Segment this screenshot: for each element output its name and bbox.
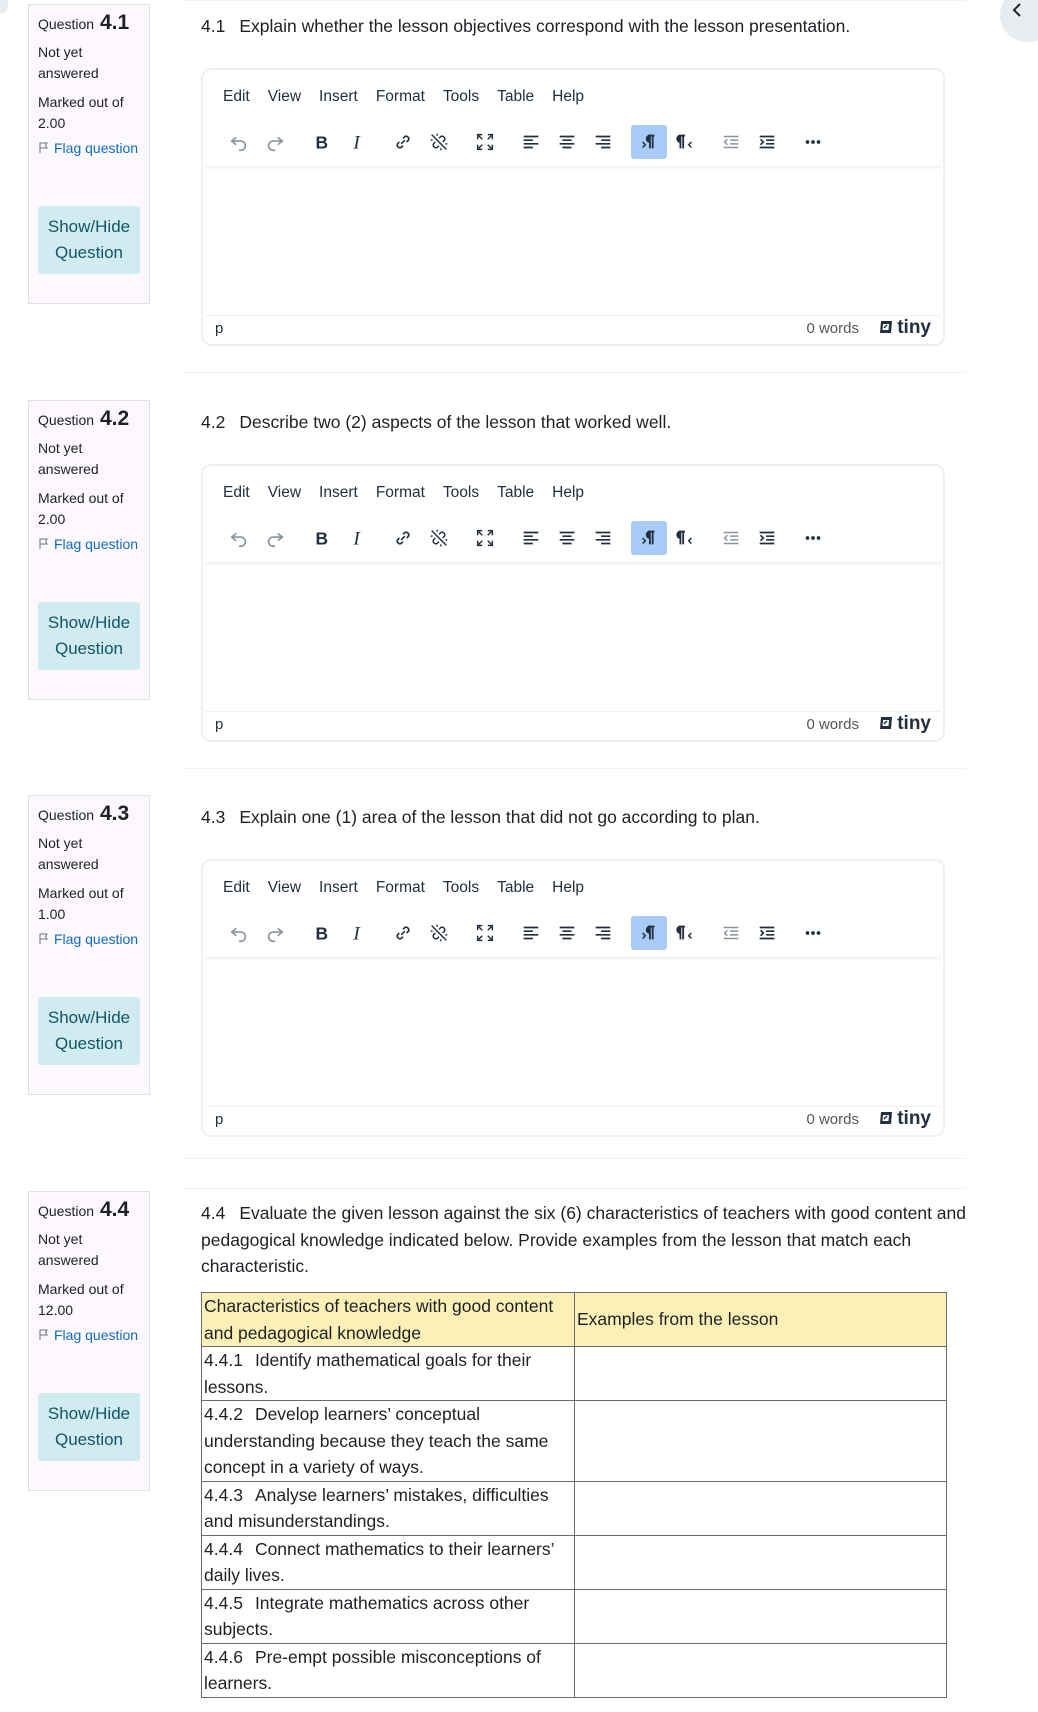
- divider: [184, 1158, 966, 1159]
- toolbar-shadow: [205, 166, 941, 170]
- flag-question-label: Flag question: [54, 1327, 139, 1343]
- question-label: Question: [38, 16, 95, 32]
- divider: [184, 768, 966, 769]
- show-hide-question-button[interactable]: Show/Hide Question: [38, 997, 140, 1065]
- more-button[interactable]: [795, 125, 831, 159]
- show-hide-question-button[interactable]: Show/Hide Question: [38, 602, 140, 670]
- align-right-button[interactable]: [585, 916, 621, 950]
- prompt-text: Evaluate the given lesson against the six (6) characteristics of teachers with good content and pedagogical knowledge indicated below. Provide examples from the lesson that match each characteristic.: [201, 1203, 966, 1276]
- prompt-number: 4.3: [201, 807, 226, 827]
- examples-cell: [575, 1401, 947, 1482]
- undo-icon: [228, 131, 250, 153]
- editor-statusbar: [205, 711, 941, 738]
- menu-table[interactable]: Table: [497, 484, 535, 501]
- question-label: Question: [38, 807, 95, 823]
- unlink-button[interactable]: [421, 125, 457, 159]
- word-count[interactable]: 0 words: [806, 320, 859, 337]
- flag-question-label: Flag question: [54, 140, 139, 156]
- align-left-button[interactable]: [513, 916, 549, 950]
- rich-text-editor[interactable]: [201, 68, 945, 346]
- tiny-logo-icon: [878, 716, 894, 732]
- bold-button[interactable]: [303, 916, 339, 950]
- question-prompt: [201, 1200, 966, 1280]
- ltr-button[interactable]: [631, 916, 667, 950]
- question-prompt: [201, 409, 966, 436]
- undo-icon: [228, 922, 250, 944]
- prompt-number: 4.2: [201, 412, 226, 432]
- question-info: [28, 1191, 150, 1491]
- more-button[interactable]: [795, 916, 831, 950]
- redo-button[interactable]: [257, 521, 293, 555]
- fullscreen-icon: [474, 131, 496, 153]
- question-state: Not yet answered: [38, 44, 99, 81]
- link-button[interactable]: [385, 521, 421, 555]
- prompt-text: Explain one (1) area of the lesson that did not go according to plan.: [239, 807, 760, 827]
- table-row: [202, 1347, 947, 1401]
- fullscreen-button[interactable]: [467, 916, 503, 950]
- italic-button[interactable]: [339, 125, 375, 159]
- link-button[interactable]: [385, 916, 421, 950]
- redo-icon: [264, 131, 286, 153]
- item-number: 4.4.3: [204, 1484, 243, 1505]
- rtl-button[interactable]: [667, 521, 703, 555]
- column-header-characteristics: Characteristics of teachers with good content and pedagogical knowledge: [202, 1293, 575, 1347]
- editor-menubar: [223, 88, 602, 106]
- menu-format[interactable]: Format: [375, 88, 425, 105]
- ltr-button[interactable]: [631, 125, 667, 159]
- svg-text:B: B: [315, 132, 329, 153]
- editor-statusbar: [205, 1106, 941, 1133]
- svg-text:B: B: [315, 528, 329, 549]
- link-button[interactable]: [385, 125, 421, 159]
- ltr-icon: [638, 527, 660, 549]
- bold-icon: [310, 527, 332, 549]
- svg-text:B: B: [315, 923, 329, 944]
- align-center-button[interactable]: [549, 125, 585, 159]
- characteristic-cell: [202, 1401, 575, 1482]
- bold-button[interactable]: [303, 521, 339, 555]
- menu-view[interactable]: View: [267, 879, 302, 896]
- flag-question-label: Flag question: [54, 931, 139, 947]
- flag-question-link[interactable]: [38, 931, 140, 947]
- fullscreen-button[interactable]: [467, 125, 503, 159]
- indent-button[interactable]: [749, 521, 785, 555]
- question-label: Question: [38, 1203, 95, 1219]
- link-icon: [392, 922, 414, 944]
- menu-help[interactable]: Help: [552, 88, 585, 105]
- unlink-icon: [428, 922, 450, 944]
- table-row: [202, 1401, 947, 1482]
- question-state: Not yet answered: [38, 1231, 99, 1268]
- item-text: Identify mathematical goals for their lessons.: [204, 1350, 532, 1397]
- menu-tools[interactable]: Tools: [442, 879, 480, 896]
- bold-icon: [310, 922, 332, 944]
- show-hide-question-button[interactable]: Show/Hide Question: [38, 206, 140, 274]
- menu-help[interactable]: Help: [552, 484, 585, 501]
- item-text: Analyse learners’ mistakes, difficulties and misunderstandings.: [204, 1484, 549, 1531]
- brand-label: tiny: [897, 317, 931, 338]
- outdent-button[interactable]: [713, 916, 749, 950]
- editor-statusbar: [205, 315, 941, 342]
- flag-question-label: Flag question: [54, 536, 139, 552]
- item-text: Pre-empt possible misconceptions of learners.: [204, 1646, 541, 1693]
- menu-view[interactable]: View: [267, 484, 302, 501]
- align-left-icon: [520, 527, 542, 549]
- show-hide-question-button[interactable]: Show/Hide Question: [38, 1393, 140, 1461]
- unlink-button[interactable]: [421, 521, 457, 555]
- menu-insert[interactable]: Insert: [319, 879, 358, 896]
- unlink-icon: [428, 527, 450, 549]
- menu-tools[interactable]: Tools: [442, 484, 480, 501]
- item-number: 4.4.6: [204, 1646, 243, 1667]
- word-count[interactable]: 0 words: [806, 1111, 859, 1128]
- unlink-icon: [428, 131, 450, 153]
- characteristic-cell: [202, 1643, 575, 1697]
- left-drawer-edge[interactable]: [0, 0, 8, 14]
- characteristic-cell: [202, 1535, 575, 1589]
- italic-button[interactable]: [339, 521, 375, 555]
- link-icon: [392, 527, 414, 549]
- more-button[interactable]: [795, 521, 831, 555]
- menu-format[interactable]: Format: [375, 484, 425, 501]
- element-path[interactable]: p: [215, 716, 224, 733]
- link-icon: [392, 131, 414, 153]
- ltr-icon: [638, 131, 660, 153]
- more-icon: [802, 922, 824, 944]
- question-number: 4.3: [99, 802, 130, 825]
- element-path[interactable]: p: [215, 320, 224, 337]
- align-right-icon: [592, 131, 614, 153]
- ltr-button[interactable]: [631, 521, 667, 555]
- table-row: [202, 1643, 947, 1697]
- flag-icon: [38, 1329, 50, 1341]
- question-grade: Marked out of 2.00: [38, 490, 124, 527]
- align-left-button[interactable]: [513, 521, 549, 555]
- question-state: Not yet answered: [38, 835, 99, 872]
- menu-tools[interactable]: Tools: [442, 88, 480, 105]
- align-right-icon: [592, 922, 614, 944]
- flag-question-link[interactable]: [38, 140, 140, 156]
- examples-cell: [575, 1535, 947, 1589]
- svg-text:I: I: [353, 132, 360, 153]
- question-info: [28, 400, 150, 700]
- more-icon: [802, 527, 824, 549]
- item-number: 4.4.4: [204, 1538, 243, 1559]
- question-title: [38, 1198, 140, 1223]
- tiny-brand-link[interactable]: [878, 1108, 931, 1130]
- indent-icon: [756, 527, 778, 549]
- menu-insert[interactable]: Insert: [319, 484, 358, 501]
- menu-table[interactable]: Table: [497, 88, 535, 105]
- item-text: Develop learners’ conceptual understanding because they teach the same concept in a variety of ways.: [204, 1404, 549, 1477]
- svg-text:I: I: [353, 923, 360, 944]
- brand-label: tiny: [897, 1108, 931, 1129]
- item-text: Integrate mathematics across other subjects.: [204, 1592, 530, 1639]
- menu-insert[interactable]: Insert: [319, 88, 358, 105]
- rtl-icon: [674, 131, 696, 153]
- characteristics-table: [201, 1292, 947, 1698]
- menu-table[interactable]: Table: [497, 879, 535, 896]
- redo-icon: [264, 922, 286, 944]
- indent-icon: [756, 131, 778, 153]
- editor-toolbar: [221, 520, 927, 556]
- indent-button[interactable]: [749, 916, 785, 950]
- question-grade: Marked out of 1.00: [38, 885, 124, 922]
- ltr-icon: [638, 922, 660, 944]
- align-center-icon: [556, 922, 578, 944]
- item-text: Connect mathematics to their learners’ daily lives.: [204, 1538, 554, 1585]
- menu-format[interactable]: Format: [375, 879, 425, 896]
- outdent-button[interactable]: [713, 125, 749, 159]
- align-right-button[interactable]: [585, 125, 621, 159]
- align-right-button[interactable]: [585, 521, 621, 555]
- bold-button[interactable]: [303, 125, 339, 159]
- rtl-icon: [674, 527, 696, 549]
- fullscreen-icon: [474, 922, 496, 944]
- undo-button[interactable]: [221, 916, 257, 950]
- indent-button[interactable]: [749, 125, 785, 159]
- rich-text-editor[interactable]: [201, 464, 945, 742]
- menu-help[interactable]: Help: [552, 879, 585, 896]
- editor-menubar: [223, 879, 602, 897]
- align-center-icon: [556, 527, 578, 549]
- unlink-button[interactable]: [421, 916, 457, 950]
- italic-icon: [346, 131, 368, 153]
- outdent-icon: [720, 131, 742, 153]
- characteristic-cell: [202, 1347, 575, 1401]
- flag-question-link[interactable]: [38, 1327, 140, 1343]
- flag-icon: [38, 538, 50, 550]
- editor-menubar: [223, 484, 602, 502]
- outdent-icon: [720, 527, 742, 549]
- align-center-icon: [556, 131, 578, 153]
- item-number: 4.4.1: [204, 1350, 243, 1370]
- characteristic-cell: [202, 1481, 575, 1535]
- table-row: [202, 1589, 947, 1643]
- tiny-brand-link[interactable]: [878, 713, 931, 735]
- question-state: Not yet answered: [38, 440, 99, 477]
- menu-edit[interactable]: Edit: [223, 484, 250, 501]
- outdent-icon: [720, 922, 742, 944]
- question-label: Question: [38, 412, 95, 428]
- indent-icon: [756, 922, 778, 944]
- toolbar-shadow: [205, 957, 941, 961]
- align-right-icon: [592, 527, 614, 549]
- fullscreen-icon: [474, 527, 496, 549]
- characteristic-cell: [202, 1589, 575, 1643]
- column-header-examples: Examples from the lesson: [575, 1293, 947, 1347]
- table-row: [202, 1481, 947, 1535]
- prompt-number: 4.1: [201, 16, 226, 36]
- divider: [184, 0, 966, 1]
- question-prompt: [201, 804, 966, 831]
- table-header-row: [202, 1293, 947, 1347]
- editor-toolbar: [221, 915, 927, 951]
- flag-icon: [38, 933, 50, 945]
- tiny-logo-icon: [878, 320, 894, 336]
- flag-question-link[interactable]: [38, 536, 140, 552]
- align-left-icon: [520, 922, 542, 944]
- align-center-button[interactable]: [549, 521, 585, 555]
- prompt-number: 4.4: [201, 1203, 226, 1223]
- menu-edit[interactable]: Edit: [223, 88, 250, 105]
- question-prompt: [201, 13, 966, 40]
- item-number: 4.4.5: [204, 1592, 243, 1613]
- word-count[interactable]: 0 words: [806, 716, 859, 733]
- toolbar-shadow: [205, 562, 941, 566]
- divider: [184, 372, 966, 373]
- question-info: [28, 4, 150, 304]
- drawer-toggle-button[interactable]: [1000, 0, 1038, 42]
- editor-toolbar: [221, 124, 927, 160]
- rich-text-editor[interactable]: [201, 859, 945, 1137]
- fullscreen-button[interactable]: [467, 521, 503, 555]
- align-center-button[interactable]: [549, 916, 585, 950]
- rtl-icon: [674, 922, 696, 944]
- question-info: [28, 795, 150, 1095]
- redo-button[interactable]: [257, 916, 293, 950]
- italic-icon: [346, 922, 368, 944]
- element-path[interactable]: p: [215, 1111, 224, 1128]
- examples-cell: [575, 1589, 947, 1643]
- flag-icon: [38, 142, 50, 154]
- undo-button[interactable]: [221, 521, 257, 555]
- outdent-button[interactable]: [713, 521, 749, 555]
- question-number: 4.1: [99, 11, 130, 34]
- chevron-left-icon: [1009, 2, 1025, 18]
- align-left-icon: [520, 131, 542, 153]
- table-row: [202, 1535, 947, 1589]
- question-title: [38, 407, 140, 432]
- question-number: 4.2: [99, 407, 130, 430]
- more-icon: [802, 131, 824, 153]
- question-grade: Marked out of 12.00: [38, 1281, 124, 1318]
- prompt-text: Describe two (2) aspects of the lesson that worked well.: [239, 412, 672, 432]
- question-grade: Marked out of 2.00: [38, 94, 124, 131]
- divider: [184, 1188, 966, 1189]
- menu-view[interactable]: View: [267, 88, 302, 105]
- rtl-button[interactable]: [667, 916, 703, 950]
- undo-icon: [228, 527, 250, 549]
- italic-button[interactable]: [339, 916, 375, 950]
- rtl-button[interactable]: [667, 125, 703, 159]
- tiny-brand-link[interactable]: [878, 317, 931, 339]
- examples-cell: [575, 1643, 947, 1697]
- menu-edit[interactable]: Edit: [223, 879, 250, 896]
- redo-button[interactable]: [257, 125, 293, 159]
- examples-cell: [575, 1347, 947, 1401]
- svg-text:I: I: [353, 528, 360, 549]
- undo-button[interactable]: [221, 125, 257, 159]
- examples-cell: [575, 1481, 947, 1535]
- item-number: 4.4.2: [204, 1404, 243, 1424]
- question-number: 4.4: [99, 1198, 130, 1221]
- prompt-text: Explain whether the lesson objectives correspond with the lesson presentation.: [239, 16, 851, 36]
- redo-icon: [264, 527, 286, 549]
- question-title: [38, 802, 140, 827]
- brand-label: tiny: [897, 713, 931, 734]
- italic-icon: [346, 527, 368, 549]
- align-left-button[interactable]: [513, 125, 549, 159]
- bold-icon: [310, 131, 332, 153]
- tiny-logo-icon: [878, 1111, 894, 1127]
- question-title: [38, 11, 140, 36]
